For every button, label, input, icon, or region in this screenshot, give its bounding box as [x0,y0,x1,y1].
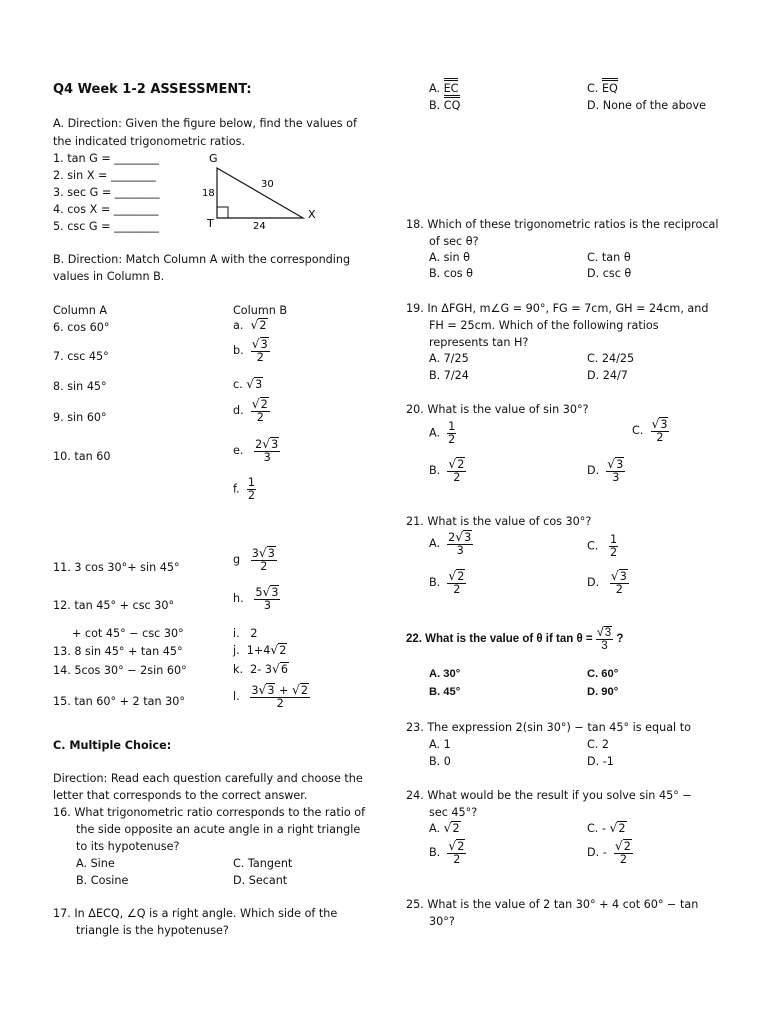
item-1: 1. tan G = ________ [53,152,160,165]
section-c-direction-2: letter that corresponds to the correct answer. [53,789,308,802]
question-17-line-1: 17. In ΔECQ, ∠Q is a right angle. Which side of the [53,907,338,920]
col-b-option-d: d. $\frac{√2}{2}$ [233,397,268,424]
q18-option-a: A. sin θ [429,251,470,264]
question-22: 22. What is the value of θ if tan θ = $\frac{√3}{3}$ ? [406,625,624,653]
q16-option-a: A. Sine [76,857,115,870]
q21-option-a: A. $\frac{2√3}{3}$ [429,530,472,557]
question-19-line-3: represents tan H? [429,336,529,349]
question-16-line-2: the side opposite an acute angle in a right triangle [76,823,361,836]
q16-option-c: C. Tangent [233,857,293,870]
question-18-line-1: 18. Which of these trigonometric ratios is the reciprocal [406,218,719,231]
q17-option-b: B. CQ [429,99,461,112]
col-a-item-15: 15. tan 60° + 2 tan 30° [53,695,185,708]
col-b-option-j: j. 1+4√2 [233,643,287,657]
q24-option-d: D. - $\frac{√2}{2}$ [587,839,631,866]
side-label-gt: 18 [202,188,215,199]
col-b-option-c: c. √3 [233,377,263,391]
col-a-item-10: 10. tan 60 [53,450,111,463]
page-title: Q4 Week 1-2 ASSESSMENT: [53,82,252,97]
question-24-line-2: sec 45°? [429,806,478,819]
q19-option-d: D. 24/7 [587,369,628,382]
column-a-header: Column A [53,304,108,317]
vertex-label-g: G [209,152,218,165]
triangle-shape [217,168,303,218]
col-b-option-f: f. $\frac{1}{2}$ [233,476,255,502]
section-a-direction-1: A. Direction: Given the figure below, find the values of [53,117,357,130]
question-20: 20. What is the value of sin 30°? [406,403,589,416]
question-24-line-1: 24. What would be the result if you solve sin 45° − [406,789,692,802]
q20-option-b: B. $\frac{√2}{2}$ [429,457,465,484]
col-a-item-8: 8. sin 45° [53,380,107,393]
q24-option-b: B. $\frac{√2}{2}$ [429,839,465,866]
vertex-label-t: T [207,217,214,230]
q16-option-d: D. Secant [233,874,288,887]
col-b-option-e: e. $\frac{2√3}{3}$ [233,437,279,464]
item-5: 5. csc G = ________ [53,220,159,233]
question-16-line-1: 16. What trigonometric ratio corresponds to the ratio of [53,806,366,819]
q17-option-a: A. EC [429,82,459,95]
column-b-header: Column B [233,304,288,317]
q24-option-a: A. √2 [429,821,460,835]
col-b-option-l: l. $\frac{3√3 + √2}{2}$ [233,683,308,710]
q19-option-a: A. 7/25 [429,352,469,365]
q22-option-d: D. 90° [587,686,619,698]
question-25-line-1: 25. What is the value of 2 tan 30° + 4 cot 60° − tan [406,898,699,911]
q22-option-c: C. 60° [587,668,619,680]
q18-option-d: D. csc θ [587,267,632,280]
col-b-option-g: g $\frac{3√3}{2}$ [233,546,275,573]
q17-option-d: D. None of the above [587,99,707,112]
col-b-option-i: i. 2 [233,627,258,640]
q20-option-d: D. $\frac{√3}{3}$ [587,457,624,484]
q18-option-b: B. cos θ [429,267,474,280]
right-angle-marker [217,207,228,218]
col-a-item-12: 12. tan 45° + csc 30° [53,599,175,612]
col-a-item-13: 13. 8 sin 45° + tan 45° [53,645,183,658]
col-a-item-12-cont: + cot 45° − csc 30° [72,627,184,640]
question-19-line-1: 19. In ΔFGH, m∠G = 90°, FG = 7cm, GH = 24cm, and [406,302,709,315]
q19-option-c: C. 24/25 [587,352,635,365]
section-c-heading: C. Multiple Choice: [53,739,172,752]
item-3: 3. sec G = ________ [53,186,160,199]
vertex-label-x: X [308,208,316,221]
q20-option-c: C. $\frac{√3}{2}$ [632,417,668,444]
q16-option-b: B. Cosine [76,874,129,887]
col-a-item-11: 11. 3 cos 30°+ sin 45° [53,561,180,574]
item-2: 2. sin X = ________ [53,169,156,182]
col-b-option-k: k. 2- 3√6 [233,662,288,676]
section-c-direction-1: Direction: Read each question carefully and choose the [53,772,363,785]
question-18-line-2: of sec θ? [429,235,479,248]
q19-option-b: B. 7/24 [429,369,469,382]
question-19-line-2: FH = 25cm. Which of the following ratios [429,319,659,332]
q17-option-c: C. EQ [587,82,618,95]
col-a-item-7: 7. csc 45° [53,350,109,363]
q23-option-a: A. 1 [429,738,451,751]
col-a-item-9: 9. sin 60° [53,411,107,424]
section-b-direction-2: values in Column B. [53,270,165,283]
q22-option-a: A. 30° [429,668,461,680]
right-triangle-figure [195,150,330,230]
question-25-line-2: 30°? [429,915,455,928]
q23-option-c: C. 2 [587,738,610,751]
question-17-line-2: triangle is the hypotenuse? [76,924,229,937]
col-b-option-a: a. √2 [233,318,267,332]
q21-option-d: D. $\frac{√3}{2}$ [587,569,627,596]
question-21: 21. What is the value of cos 30°? [406,515,592,528]
side-label-gx: 30 [261,179,274,190]
col-a-item-14: 14. 5cos 30° − 2sin 60° [53,664,187,677]
q21-option-c: C. $\frac{1}{2}$ [587,533,618,559]
side-label-tx: 24 [253,221,266,230]
question-23: 23. The expression 2(sin 30°) − tan 45° is equal to [406,721,691,734]
section-a-direction-2: the indicated trigonometric ratios. [53,135,245,148]
section-b-direction-1: B. Direction: Match Column A with the corresponding [53,253,351,266]
q24-option-c: C. - √2 [587,821,626,835]
q18-option-c: C. tan θ [587,251,631,264]
q21-option-b: B. $\frac{√2}{2}$ [429,569,465,596]
q22-option-b: B. 45° [429,686,461,698]
col-b-option-b: b. $\frac{√3}{2}$ [233,337,268,364]
item-4: 4. cos X = ________ [53,203,159,216]
q20-option-a: A. $\frac{1}{2}$ [429,420,456,446]
question-16-line-3: to its hypotenuse? [76,840,180,853]
q23-option-d: D. -1 [587,755,614,768]
col-b-option-h: h. $\frac{5√3}{3}$ [233,585,279,612]
col-a-item-6: 6. cos 60° [53,321,110,334]
q23-option-b: B. 0 [429,755,451,768]
